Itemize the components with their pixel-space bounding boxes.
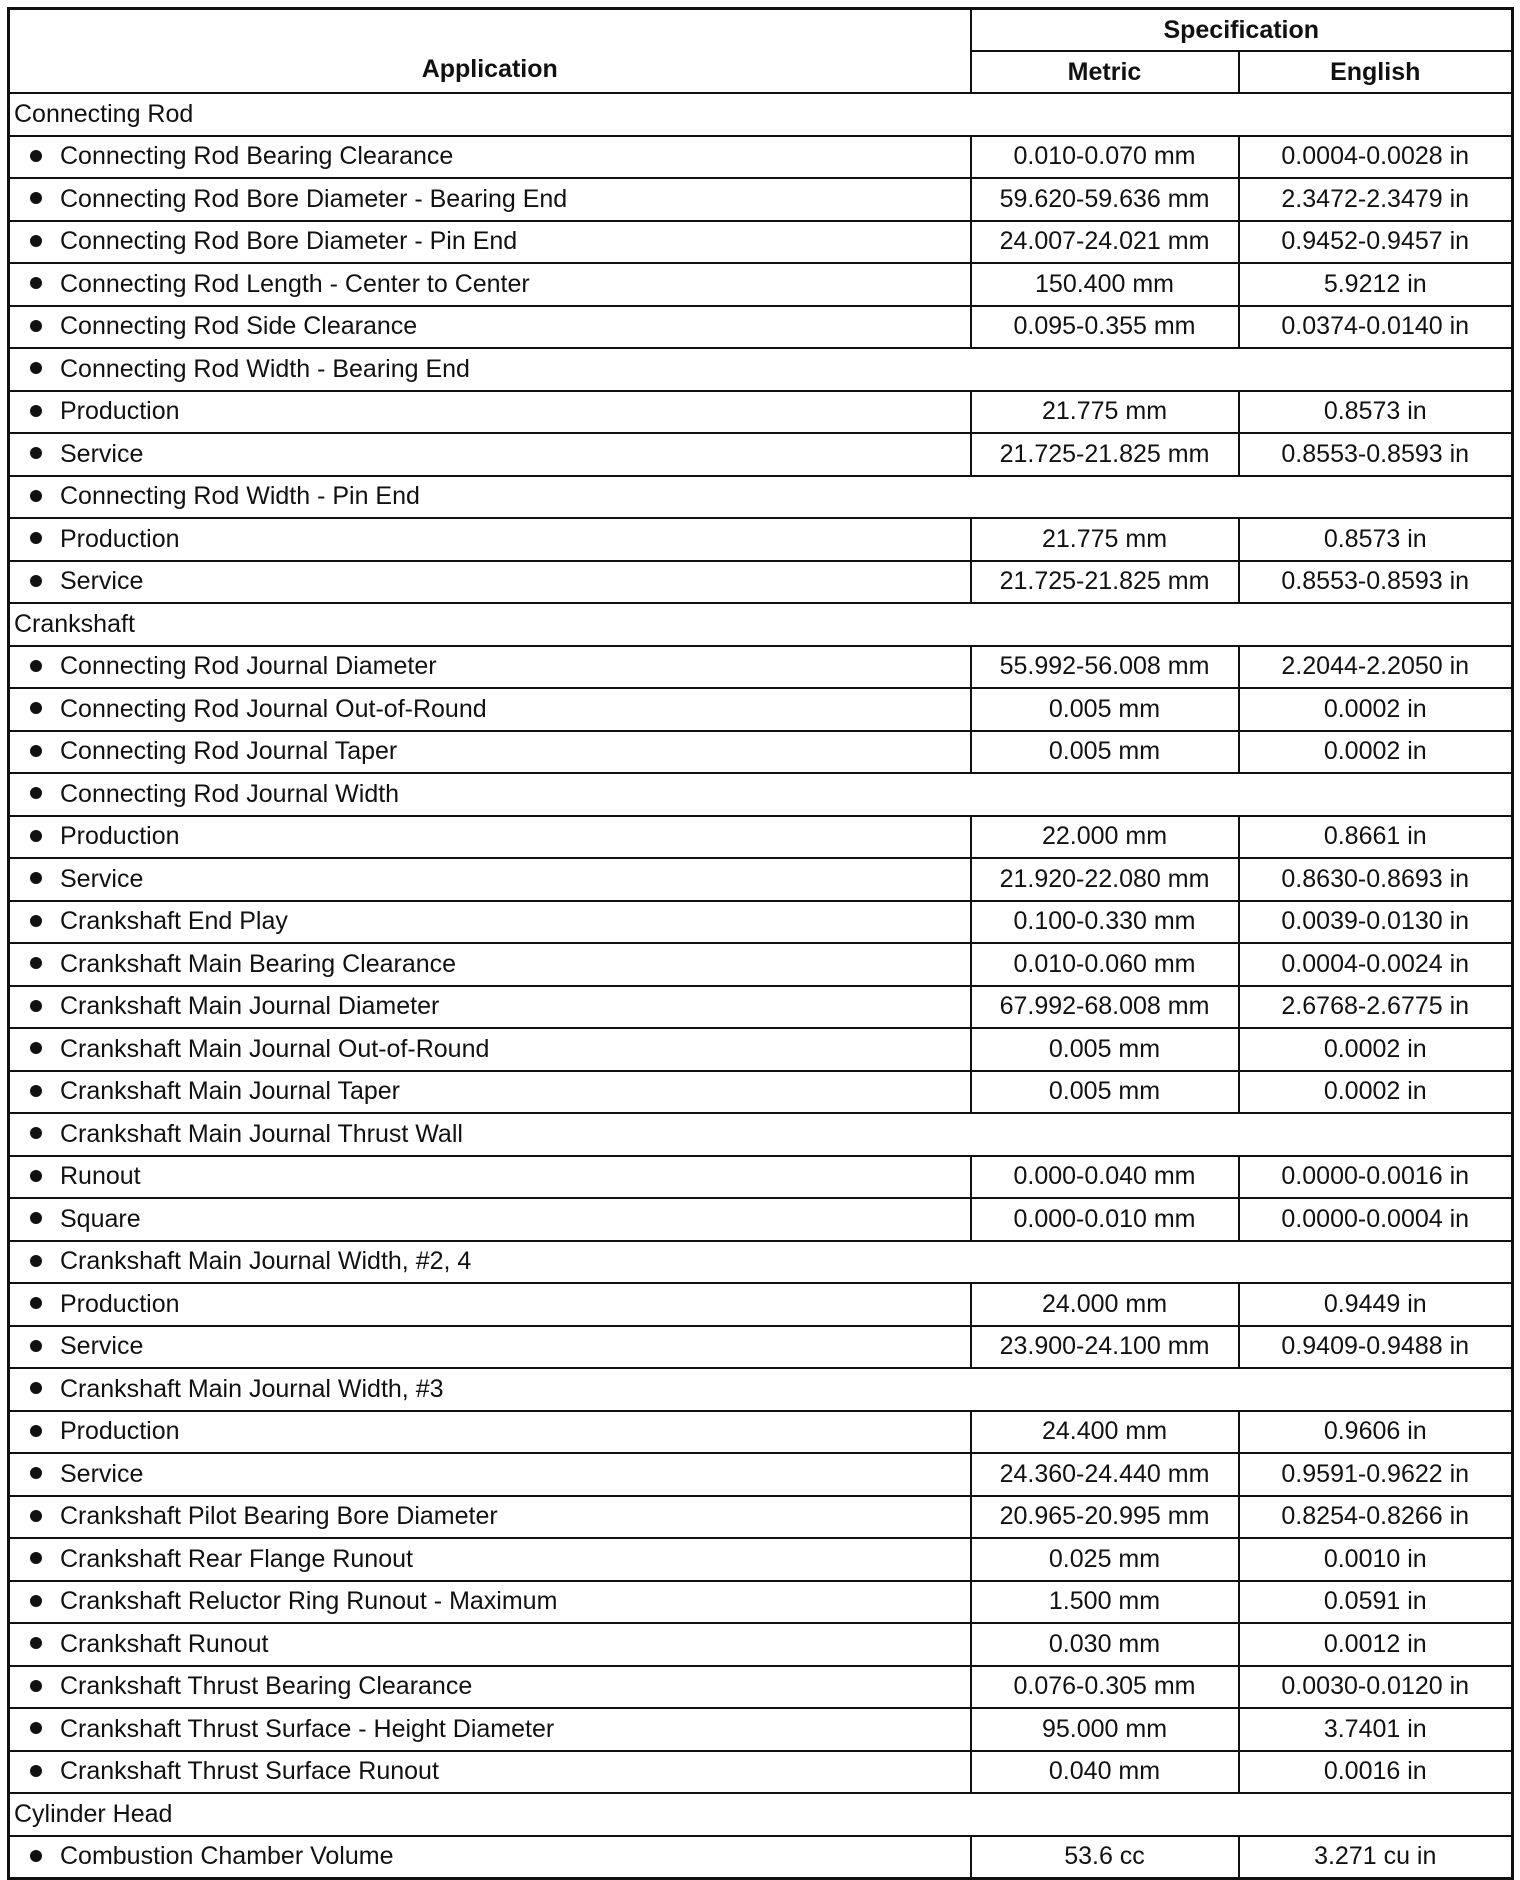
application-label: Service xyxy=(60,1459,144,1488)
bullet-icon xyxy=(30,150,42,162)
english-value: 2.2044-2.2050 in xyxy=(1239,646,1513,689)
application-label: Crankshaft Pilot Bearing Bore Diameter xyxy=(60,1502,498,1531)
english-value: 0.0002 in xyxy=(1239,731,1513,774)
bullet-icon xyxy=(30,1510,42,1522)
table-row xyxy=(9,391,1513,434)
table-row xyxy=(9,1623,1513,1666)
metric-value: 0.005 mm xyxy=(971,731,1239,774)
english-value: 0.0004-0.0028 in xyxy=(1239,136,1513,179)
english-value: 0.0002 in xyxy=(1239,1028,1513,1071)
metric-value: 24.007-24.021 mm xyxy=(971,221,1239,264)
table-row xyxy=(9,178,1513,221)
metric-value: 55.992-56.008 mm xyxy=(971,646,1239,689)
english-value: 0.0591 in xyxy=(1239,1581,1513,1624)
application-label: Connecting Rod Journal Diameter xyxy=(60,652,437,681)
application-cell xyxy=(9,1326,971,1369)
application-cell xyxy=(9,1453,971,1496)
application-cell xyxy=(9,1368,1513,1411)
metric-value: 21.920-22.080 mm xyxy=(971,858,1239,901)
table-row xyxy=(9,221,1513,264)
bullet-icon xyxy=(30,1127,42,1139)
table-row xyxy=(9,1283,1513,1326)
application-label: Service xyxy=(60,1332,144,1361)
english-value: 0.0002 in xyxy=(1239,688,1513,731)
application-cell xyxy=(9,1496,971,1539)
application-cell xyxy=(9,816,971,859)
bullet-icon xyxy=(30,830,42,842)
category-row xyxy=(9,93,1513,136)
metric-value: 0.040 mm xyxy=(971,1751,1239,1794)
application-label: Production xyxy=(60,1289,180,1318)
application-cell xyxy=(9,433,971,476)
application-cell xyxy=(9,1283,971,1326)
application-label: Crankshaft End Play xyxy=(60,907,288,936)
application-label: Production xyxy=(60,524,180,553)
table-row xyxy=(9,1751,1513,1794)
metric-value: 0.010-0.060 mm xyxy=(971,943,1239,986)
application-label: Connecting Rod Width - Pin End xyxy=(60,482,420,511)
application-label: Production xyxy=(60,822,180,851)
subheading-row xyxy=(9,476,1513,519)
english-value: 5.9212 in xyxy=(1239,263,1513,306)
application-cell xyxy=(9,1708,971,1751)
metric-value: 24.360-24.440 mm xyxy=(971,1453,1239,1496)
table-row xyxy=(9,816,1513,859)
bullet-icon xyxy=(30,1680,42,1692)
english-value: 0.0374-0.0140 in xyxy=(1239,306,1513,349)
english-value: 0.8254-0.8266 in xyxy=(1239,1496,1513,1539)
bullet-icon xyxy=(30,1637,42,1649)
application-label: Crankshaft Main Journal Taper xyxy=(60,1077,400,1106)
english-value: 0.8553-0.8593 in xyxy=(1239,561,1513,604)
metric-value: 0.076-0.305 mm xyxy=(971,1666,1239,1709)
bullet-icon xyxy=(30,447,42,459)
table-row xyxy=(9,1581,1513,1624)
bullet-icon xyxy=(30,362,42,374)
application-cell xyxy=(9,858,971,901)
english-value: 0.9606 in xyxy=(1239,1411,1513,1454)
application-cell xyxy=(9,773,1513,816)
english-value: 0.0004-0.0024 in xyxy=(1239,943,1513,986)
application-label: Connecting Rod Bore Diameter - Pin End xyxy=(60,227,518,256)
application-cell xyxy=(9,1156,971,1199)
table-row xyxy=(9,1538,1513,1581)
application-label: Crankshaft Main Bearing Clearance xyxy=(60,949,457,978)
english-value: 3.7401 in xyxy=(1239,1708,1513,1751)
application-cell xyxy=(9,1836,971,1879)
application-label: Crankshaft Thrust Bearing Clearance xyxy=(60,1672,473,1701)
bullet-icon xyxy=(30,1595,42,1607)
metric-value: 21.775 mm xyxy=(971,518,1239,561)
metric-value: 0.100-0.330 mm xyxy=(971,901,1239,944)
metric-column-header: Metric xyxy=(971,51,1239,93)
table-row xyxy=(9,1453,1513,1496)
application-cell xyxy=(9,646,971,689)
application-cell xyxy=(9,1198,971,1241)
application-cell xyxy=(9,1113,1513,1156)
specification-table xyxy=(7,7,1514,1880)
application-cell xyxy=(9,1411,971,1454)
application-cell xyxy=(9,986,971,1029)
metric-value: 24.400 mm xyxy=(971,1411,1239,1454)
application-cell xyxy=(9,688,971,731)
bullet-icon xyxy=(30,490,42,502)
bullet-icon xyxy=(30,957,42,969)
bullet-icon xyxy=(30,1085,42,1097)
english-value: 2.6768-2.6775 in xyxy=(1239,986,1513,1029)
application-label: Service xyxy=(60,864,144,893)
bullet-icon xyxy=(30,1170,42,1182)
bullet-icon xyxy=(30,702,42,714)
bullet-icon xyxy=(30,1255,42,1267)
english-value: 0.0030-0.0120 in xyxy=(1239,1666,1513,1709)
table-row xyxy=(9,1198,1513,1241)
metric-value: 0.000-0.040 mm xyxy=(971,1156,1239,1199)
application-cell xyxy=(9,731,971,774)
application-cell xyxy=(9,943,971,986)
category-label: Crankshaft xyxy=(9,603,1513,646)
english-value: 0.8553-0.8593 in xyxy=(1239,433,1513,476)
table-body xyxy=(9,93,1513,1879)
english-value: 0.0002 in xyxy=(1239,1071,1513,1114)
bullet-icon xyxy=(30,575,42,587)
table-row xyxy=(9,433,1513,476)
table-row xyxy=(9,1326,1513,1369)
metric-value: 0.030 mm xyxy=(971,1623,1239,1666)
table-row xyxy=(9,561,1513,604)
bullet-icon xyxy=(30,1212,42,1224)
bullet-icon xyxy=(30,405,42,417)
bullet-icon xyxy=(30,787,42,799)
application-cell xyxy=(9,518,971,561)
metric-value: 1.500 mm xyxy=(971,1581,1239,1624)
metric-value: 21.725-21.825 mm xyxy=(971,561,1239,604)
bullet-icon xyxy=(30,1425,42,1437)
bullet-icon xyxy=(30,1297,42,1309)
table-row xyxy=(9,136,1513,179)
subheading-row xyxy=(9,773,1513,816)
application-label: Connecting Rod Bearing Clearance xyxy=(60,142,454,171)
table-row xyxy=(9,688,1513,731)
application-label: Connecting Rod Bore Diameter - Bearing End xyxy=(60,184,568,213)
application-column-header: Application xyxy=(9,9,971,94)
subheading-row xyxy=(9,348,1513,391)
application-label: Connecting Rod Side Clearance xyxy=(60,312,418,341)
application-label: Crankshaft Runout xyxy=(60,1629,269,1658)
application-cell xyxy=(9,1241,1513,1284)
table-row xyxy=(9,858,1513,901)
application-label: Service xyxy=(60,439,144,468)
metric-value: 20.965-20.995 mm xyxy=(971,1496,1239,1539)
metric-value: 0.005 mm xyxy=(971,688,1239,731)
application-label: Connecting Rod Journal Taper xyxy=(60,737,398,766)
application-label: Crankshaft Thrust Surface Runout xyxy=(60,1757,439,1786)
table-row xyxy=(9,1708,1513,1751)
application-cell xyxy=(9,901,971,944)
metric-value: 21.775 mm xyxy=(971,391,1239,434)
application-cell xyxy=(9,263,971,306)
table-row xyxy=(9,1156,1513,1199)
bullet-icon xyxy=(30,1765,42,1777)
bullet-icon xyxy=(30,660,42,672)
metric-value: 21.725-21.825 mm xyxy=(971,433,1239,476)
subheading-row xyxy=(9,1241,1513,1284)
metric-value: 0.010-0.070 mm xyxy=(971,136,1239,179)
metric-value: 22.000 mm xyxy=(971,816,1239,859)
table-row xyxy=(9,1071,1513,1114)
application-label: Connecting Rod Width - Bearing End xyxy=(60,354,470,383)
table-row xyxy=(9,1666,1513,1709)
bullet-icon xyxy=(30,915,42,927)
application-cell xyxy=(9,221,971,264)
metric-value: 24.000 mm xyxy=(971,1283,1239,1326)
table-row xyxy=(9,901,1513,944)
table-row xyxy=(9,731,1513,774)
bullet-icon xyxy=(30,1340,42,1352)
bullet-icon xyxy=(30,277,42,289)
application-label: Runout xyxy=(60,1162,141,1191)
application-cell xyxy=(9,391,971,434)
metric-value: 67.992-68.008 mm xyxy=(971,986,1239,1029)
application-label: Connecting Rod Journal Width xyxy=(60,779,400,808)
table-row xyxy=(9,1028,1513,1071)
category-row xyxy=(9,1793,1513,1836)
application-label: Production xyxy=(60,1417,180,1446)
specification-column-header: Specification xyxy=(971,9,1513,52)
application-label: Crankshaft Thrust Surface - Height Diameter xyxy=(60,1714,555,1743)
bullet-icon xyxy=(30,235,42,247)
table-row xyxy=(9,1411,1513,1454)
bullet-icon xyxy=(30,532,42,544)
bullet-icon xyxy=(30,1552,42,1564)
application-label: Production xyxy=(60,397,180,426)
english-value: 0.0000-0.0004 in xyxy=(1239,1198,1513,1241)
metric-value: 95.000 mm xyxy=(971,1708,1239,1751)
english-value: 2.3472-2.3479 in xyxy=(1239,178,1513,221)
bullet-icon xyxy=(30,1042,42,1054)
application-label: Square xyxy=(60,1204,141,1233)
subheading-row xyxy=(9,1368,1513,1411)
application-cell xyxy=(9,348,1513,391)
metric-value: 0.005 mm xyxy=(971,1071,1239,1114)
application-cell xyxy=(9,178,971,221)
application-label: Crankshaft Main Journal Out-of-Round xyxy=(60,1034,490,1063)
application-cell xyxy=(9,1028,971,1071)
english-value: 3.271 cu in xyxy=(1239,1836,1513,1879)
subheading-row xyxy=(9,1113,1513,1156)
application-label: Connecting Rod Journal Out-of-Round xyxy=(60,694,487,723)
application-cell xyxy=(9,1071,971,1114)
bullet-icon xyxy=(30,1000,42,1012)
metric-value: 0.005 mm xyxy=(971,1028,1239,1071)
application-label: Crankshaft Rear Flange Runout xyxy=(60,1544,413,1573)
bullet-icon xyxy=(30,1850,42,1862)
english-column-header: English xyxy=(1239,51,1513,93)
metric-value: 0.095-0.355 mm xyxy=(971,306,1239,349)
application-cell xyxy=(9,476,1513,519)
category-row xyxy=(9,603,1513,646)
english-value: 0.9409-0.9488 in xyxy=(1239,1326,1513,1369)
application-label: Crankshaft Main Journal Width, #3 xyxy=(60,1374,444,1403)
bullet-icon xyxy=(30,1382,42,1394)
metric-value: 23.900-24.100 mm xyxy=(971,1326,1239,1369)
application-cell xyxy=(9,306,971,349)
table-row xyxy=(9,943,1513,986)
application-cell xyxy=(9,1538,971,1581)
english-value: 0.8630-0.8693 in xyxy=(1239,858,1513,901)
bullet-icon xyxy=(30,872,42,884)
english-value: 0.0000-0.0016 in xyxy=(1239,1156,1513,1199)
application-label: Connecting Rod Length - Center to Center xyxy=(60,269,530,298)
english-value: 0.8573 in xyxy=(1239,391,1513,434)
metric-value: 0.000-0.010 mm xyxy=(971,1198,1239,1241)
application-cell xyxy=(9,1581,971,1624)
table-row xyxy=(9,1496,1513,1539)
english-value: 0.0039-0.0130 in xyxy=(1239,901,1513,944)
metric-value: 53.6 cc xyxy=(971,1836,1239,1879)
application-cell xyxy=(9,1666,971,1709)
application-cell xyxy=(9,136,971,179)
application-label: Crankshaft Reluctor Ring Runout - Maximum xyxy=(60,1587,558,1616)
table-row xyxy=(9,306,1513,349)
application-label: Combustion Chamber Volume xyxy=(60,1842,394,1871)
bullet-icon xyxy=(30,192,42,204)
table-row xyxy=(9,1836,1513,1879)
application-cell xyxy=(9,1751,971,1794)
english-value: 0.8661 in xyxy=(1239,816,1513,859)
table-row xyxy=(9,518,1513,561)
english-value: 0.0012 in xyxy=(1239,1623,1513,1666)
application-label: Crankshaft Main Journal Diameter xyxy=(60,992,440,1021)
metric-value: 0.025 mm xyxy=(971,1538,1239,1581)
application-cell xyxy=(9,561,971,604)
bullet-icon xyxy=(30,745,42,757)
bullet-icon xyxy=(30,1467,42,1479)
application-label: Crankshaft Main Journal Width, #2, 4 xyxy=(60,1247,472,1276)
table-row xyxy=(9,986,1513,1029)
category-label: Connecting Rod xyxy=(9,93,1513,136)
application-cell xyxy=(9,1623,971,1666)
metric-value: 150.400 mm xyxy=(971,263,1239,306)
english-value: 0.0016 in xyxy=(1239,1751,1513,1794)
table-row xyxy=(9,263,1513,306)
english-value: 0.8573 in xyxy=(1239,518,1513,561)
english-value: 0.0010 in xyxy=(1239,1538,1513,1581)
application-label: Crankshaft Main Journal Thrust Wall xyxy=(60,1119,463,1148)
application-label: Service xyxy=(60,567,144,596)
category-label: Cylinder Head xyxy=(9,1793,1513,1836)
english-value: 0.9591-0.9622 in xyxy=(1239,1453,1513,1496)
metric-value: 59.620-59.636 mm xyxy=(971,178,1239,221)
english-value: 0.9452-0.9457 in xyxy=(1239,221,1513,264)
bullet-icon xyxy=(30,1722,42,1734)
bullet-icon xyxy=(30,320,42,332)
table-row xyxy=(9,646,1513,689)
english-value: 0.9449 in xyxy=(1239,1283,1513,1326)
